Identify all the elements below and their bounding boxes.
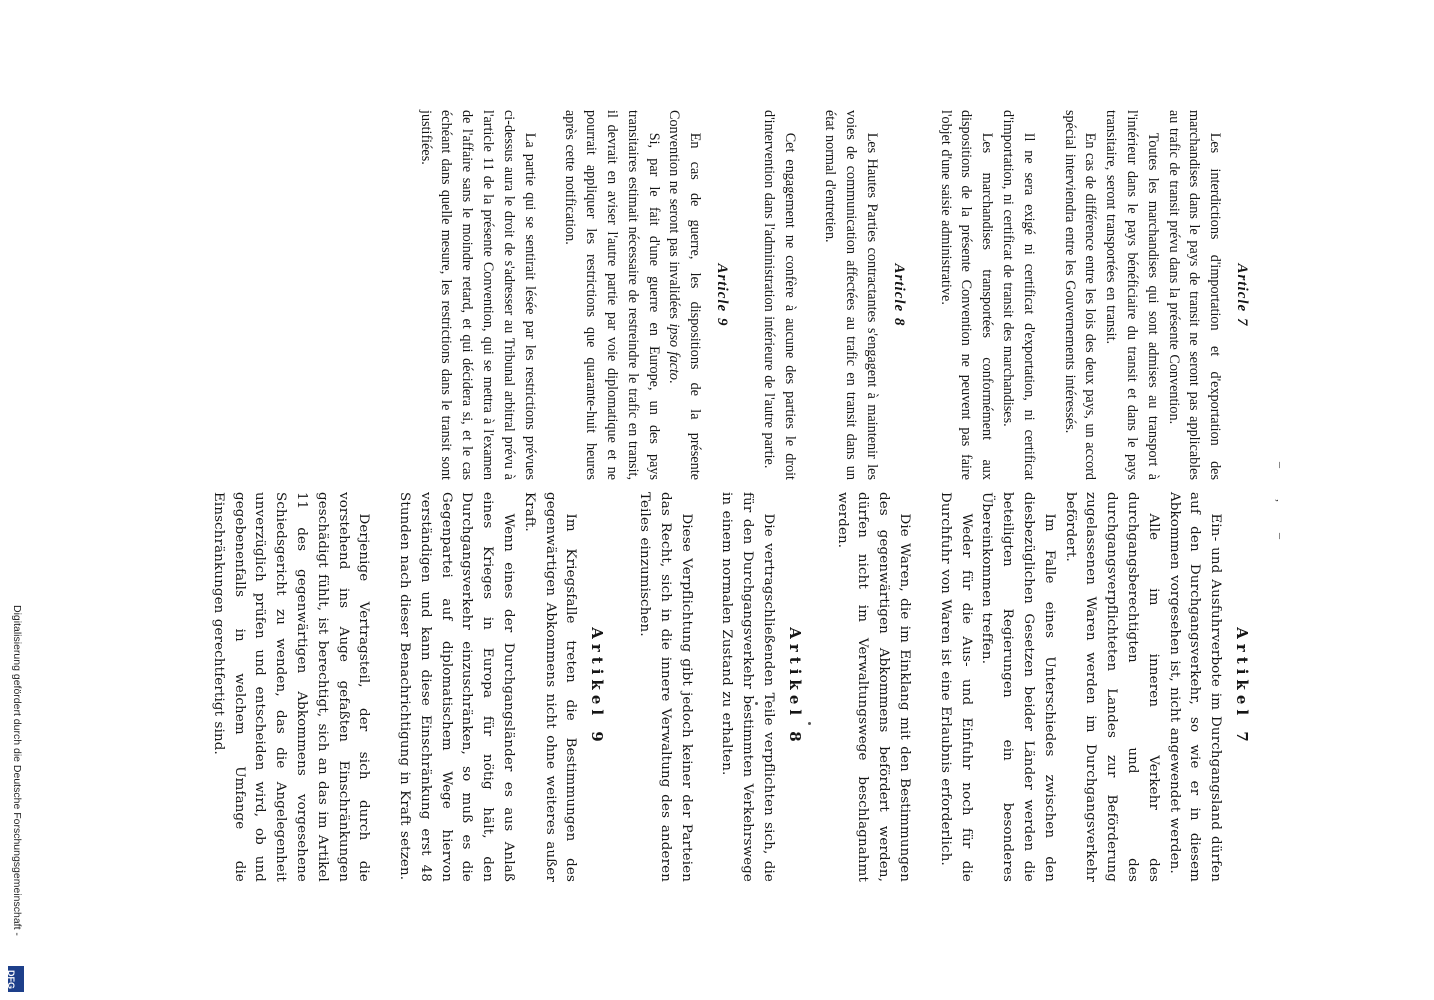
article-8-heading-de: Artikel 8 <box>785 627 804 747</box>
article-7-paragraph-fr: En cas de différence entre les lois des deux pays, un accord spécial interviendra entre les Gouvernements intéressés. <box>1061 110 1099 480</box>
article-7-paragraph-de: Die Waren, die im Einklang mit den Bestimmungen des gegenwärtigen Abkommens befördert werden, dürfen nicht im Verwaltungswege beschlagnahmt werden. <box>834 492 913 882</box>
article-7-paragraph-de: Weder für die Aus- und Einfuhr noch für die Durchfuhr von Waren ist eine Erlaubnis erforderlich. <box>937 492 974 882</box>
article-9-text-fr: . <box>666 380 683 384</box>
page-number-text: – , – <box>1274 462 1288 553</box>
page-number-mark <box>1258 462 1298 552</box>
article-9-heading-fr: Article 9 <box>714 263 731 327</box>
article-7-paragraph-fr: Il ne sera exigé ni certificat d'exportation, ni certificat d'importation, ni certificat de transit des marchandises. <box>1000 110 1037 480</box>
article-7-paragraph-de: Alle im inneren Verkehr des durchgangsberechtigten und des durchgangsverpflichteten Landes zur Beförderung zugelassenen Waren werden im Durchgangsverkehr befördert. <box>1062 492 1161 882</box>
scan-speck <box>808 722 811 725</box>
digitization-credit <box>8 0 26 1000</box>
article-9-paragraph-de: Derjenige Vertragsteil, der sich durch die vorstehend ins Auge gefaßten Einschränkungen geschädigt fühlt, ist berechtigt, sich an das im Artikel 11 des gegenwärtigen Abkommens vorgesehene Schiedsgericht zu wenden, das die Angelegenheit unverzüglich prüfen und entscheiden wird, ob und gegebenenfalls in welchem Umfange die Einschränkungen gerechtfertigt sind. <box>210 492 372 882</box>
credit-text: Digitalisierung gefördert durch die Deutsche Forschungsgemeinschaft - <box>11 605 23 936</box>
german-column <box>207 492 1258 882</box>
article-7-heading-fr: Article 7 <box>1234 263 1250 327</box>
article-7-paragraph-fr: Toutes les marchandises qui sont admises au transport à l'intérieur dans le pays bénéficiaire du transit et dans le pays transitaire, seront transportées en transit. <box>1103 110 1161 480</box>
ipso-facto-emphasis: ipso facto <box>666 323 683 381</box>
article-9-paragraph-fr <box>664 110 706 480</box>
article-8-paragraph-fr: Les Hautes Parties contractantes s'engagent à maintenir les voies de communication affectées au trafic en transit dans un état normal d'entretien. <box>822 110 881 480</box>
article-7-heading-de: Artikel 7 <box>1233 627 1251 747</box>
article-9-heading-de: Artikel 9 <box>588 627 607 747</box>
article-7-paragraph-de: Ein- und Ausfuhrverbote im Durchgangsland dürfen auf den Durchgangsverkehr, so wie er in diesem Abkommen vorgesehen ist, nicht angewendet werden. <box>1166 492 1224 882</box>
article-9-text-fr: En cas de guerre, les dispositions de la présente Convention ne seront pas invalidées <box>666 110 704 480</box>
article-8-heading-fr: Article 8 <box>890 263 907 327</box>
article-9-paragraph-fr: La partie qui se sentirait lésée par les restrictions prévues ci-dessus aura le droit de s'adresser au Tribunal arbitral prévu à l'article 11 de la présente Convention, qui se mettra à l'examen de l'affaire sans le moindre retard, et qui décidera si, et le cas échéant dans quelle mesure, les restrictions dans le transit sont justifiées. <box>417 110 538 480</box>
article-7-paragraph-fr: Les marchandises transportées conformément aux dispositions de la présente Convention ne peuvent pas faire l'objet d'une saisie administrative. <box>937 110 996 480</box>
article-8-paragraph-de: Diese Verpflichtung gibt jedoch keiner der Parteien das Recht, sich in die innere Verwaltung des anderen Teiles einzumischen. <box>637 492 694 882</box>
article-7-paragraph-fr: Les interdictions d'importation et d'exportation des marchandises dans le pays de transit ne seront pas applicables au trafic de transit prévu dans la présente Convention. <box>1165 110 1224 480</box>
scan-speck <box>755 702 758 705</box>
article-8-paragraph-de: Die vertragschließenden Teile verpflichten sich, die für den Durchgangsverkehr bestimmten Verkehrswege in einem normalen Zustand zu erhalten. <box>719 492 777 882</box>
article-9-paragraph-de: Im Kriegsfalle treten die Bestimmungen des gegenwärtigen Abkommens nicht ohne weiteres außer Kraft. <box>521 492 579 882</box>
article-9-paragraph-fr: Si, par le fait d'une guerre en Europe, un des pays transitaires estimait nécessaire de restreindre le trafic en transit, il devrait en aviser l'autre partie par voie diplomatique et ne pourrait appliquer les restrictions que quarante-huit heures après cette notification. <box>562 110 662 480</box>
article-7-paragraph-de: Im Falle eines Unterschiedes zwischen den diesbezüglichen Gesetzen beider Länder werden die beteiligten Regierungen ein besonderes Übereinkommen treffen. <box>979 492 1057 882</box>
article-9-paragraph-de: Wenn eines der Durchgangsländer es aus Anlaß eines Krieges in Europa für nötig hält, den Durchgangsverkehr einzuschränken, so muß es die Gegenpartei auf diplomatischem Wege hiervon verständigen und kann diese Einschränkung erst 48 Stunden nach dieser Benachrichtigung in Kraft setzen. <box>397 492 517 882</box>
dfg-logo-icon: DFG <box>8 966 24 992</box>
french-column <box>415 110 1258 480</box>
article-8-paragraph-fr: Cet engagement ne confère à aucune des parties le droit d'intervention dans l'administration intérieure de l'autre partie. <box>760 110 798 480</box>
